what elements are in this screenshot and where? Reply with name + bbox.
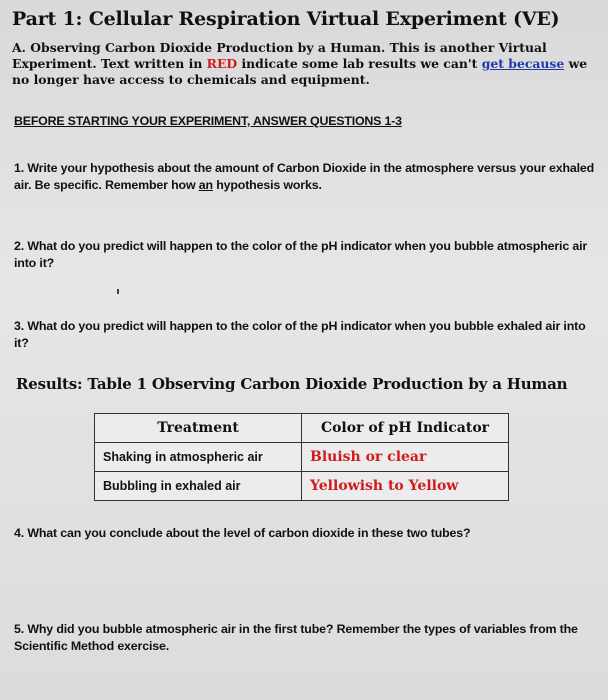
question-1-text-before: 1. Write your hypothesis about the amount of Carbon Dioxide in the atmosphere versus your exhaled air. Be specific. Remember how [14,161,595,192]
results-heading: Results: Table 1 Observing Carbon Dioxide Production by a Human [16,375,568,393]
results-table [94,413,509,501]
question-1 [14,160,600,194]
question-1-text-after: hypothesis works. [212,178,322,192]
underlined-link-text[interactable]: get because [481,56,565,71]
intro-text-3: we no longer have access to chemicals and equipment. [12,56,588,87]
question-1-underlined-word: an [198,178,213,192]
header-treatment: Treatment [95,414,302,443]
question-5: 5. Why did you bubble atmospheric air in the first tube? Remember the types of variables from the Scientific Method exercise. [14,622,578,653]
red-word: RED [206,56,238,71]
header-color: Color of pH Indicator [302,414,509,443]
table-row [95,472,509,501]
color-result-cell: Yellowish to Yellow [302,472,509,501]
treatment-cell: Bubbling in exhaled air [95,472,302,501]
table-header-row [95,414,509,443]
intro-paragraph [12,40,602,88]
table-row [95,443,509,472]
question-2: 2. What do you predict will happen to the color of the pH indicator when you bubble atmospheric air into it? [14,239,588,270]
page-title: Part 1: Cellular Respiration Virtual Experiment (VE) [12,8,560,30]
question-4: 4. What can you conclude about the level of carbon dioxide in these two tubes? [14,526,471,540]
question-3: 3. What do you predict will happen to the color of the pH indicator when you bubble exhaled air into it? [14,319,586,350]
intro-text-2: indicate some lab results we can't [237,56,482,71]
intro-text-1: A. Observing Carbon Dioxide Production by a Human. This is another Virtual Experiment. Text written in [12,40,547,71]
stray-mark [117,289,119,294]
color-result-cell: Bluish or clear [302,443,509,472]
instruction-heading: BEFORE STARTING YOUR EXPERIMENT, ANSWER QUESTIONS 1-3 [14,114,402,128]
treatment-cell: Shaking in atmospheric air [95,443,302,472]
